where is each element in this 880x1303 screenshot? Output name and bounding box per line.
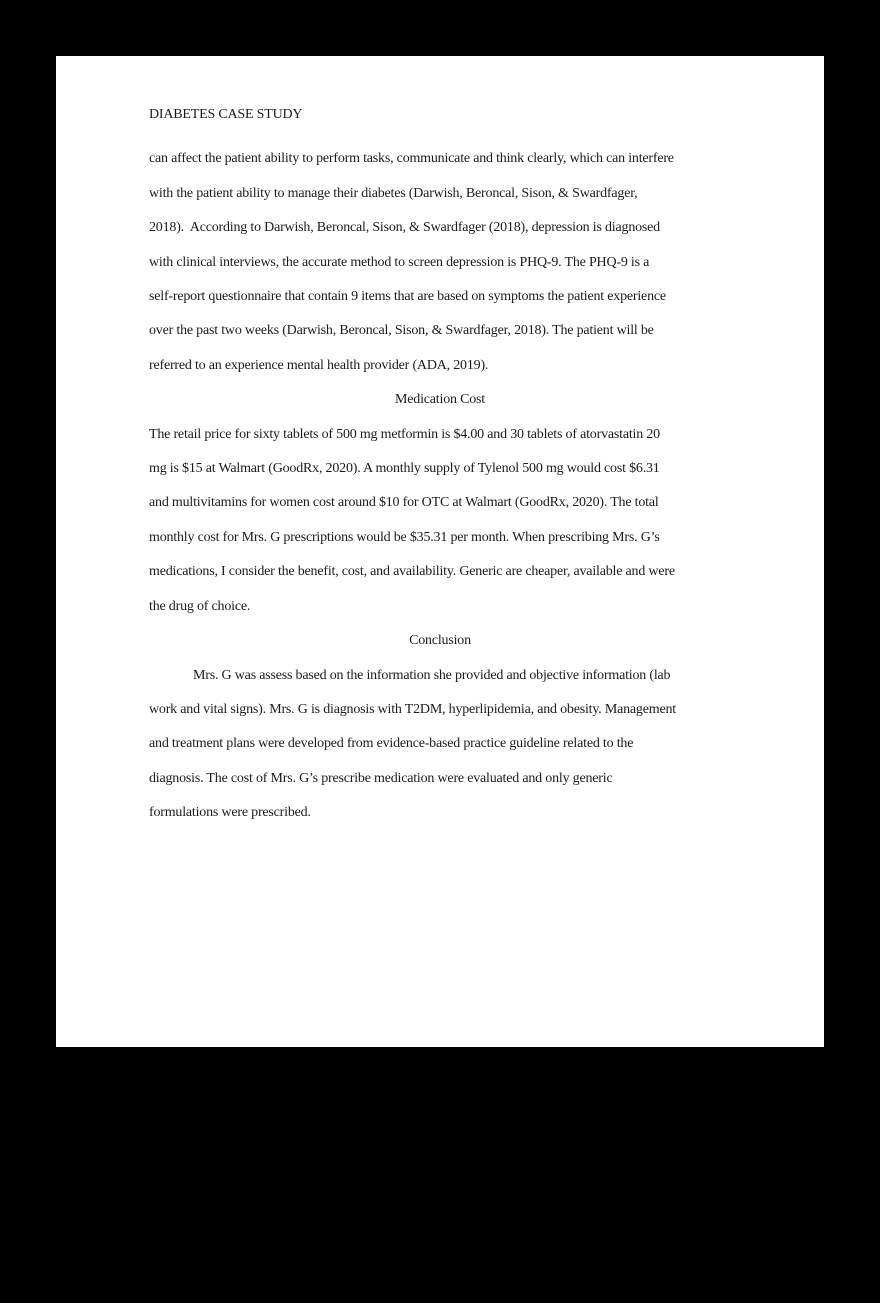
paragraph1-line: with the patient ability to manage their diabetes (Darwish, Beroncal, Sison, & Swardfager, [149, 185, 638, 201]
paragraph2-line: the drug of choice. [149, 598, 251, 614]
paragraph3-line: work and vital signs). Mrs. G is diagnosis with T2DM, hyperlipidemia, and obesity. Management [149, 701, 676, 717]
paragraph1-line: referred to an experience mental health provider (ADA, 2019). [149, 357, 489, 373]
screen-background [0, 56, 880, 1303]
paragraph2-line: The retail price for sixty tablets of 500 mg metformin is $4.00 and 30 tablets of atorvastatin 20 [149, 426, 660, 442]
section-heading-medication-cost: Medication Cost [395, 392, 485, 408]
document-body [149, 142, 731, 830]
running-head: DIABETES CASE STUDY [149, 107, 303, 122]
paragraph2-line: mg is $15 at Walmart (GoodRx, 2020). A monthly supply of Tylenol 500 mg would cost $6.31 [149, 461, 660, 477]
paragraph1-line: self-report questionnaire that contain 9 items that are based on symptoms the patient experience [149, 289, 666, 305]
paragraph1-line: can affect the patient ability to perform tasks, communicate and think clearly, which can interfere [149, 151, 674, 167]
section-heading-conclusion: Conclusion [409, 633, 471, 649]
document-page [56, 56, 824, 1047]
paragraph1-line: with clinical interviews, the accurate method to screen depression is PHQ-9. The PHQ-9 is a [149, 254, 650, 270]
paragraph1-line: over the past two weeks (Darwish, Beroncal, Sison, & Swardfager, 2018). The patient will be [149, 323, 654, 339]
paragraph3-line: diagnosis. The cost of Mrs. G’s prescribe medication were evaluated and only generic [149, 770, 613, 786]
paragraph2-line: and multivitamins for women cost around $10 for OTC at Walmart (GoodRx, 2020). The total [149, 495, 659, 511]
paragraph2-line: medications, I consider the benefit, cost, and availability. Generic are cheaper, available and were [149, 564, 675, 580]
paragraph1-line: 2018). According to Darwish, Beroncal, Sison, & Swardfager (2018), depression is diagnosed [149, 220, 660, 236]
paragraph2-line: monthly cost for Mrs. G prescriptions would be $35.31 per month. When prescribing Mrs. G’s [149, 529, 660, 545]
paragraph3-line: formulations were prescribed. [149, 805, 311, 821]
paragraph3-line: Mrs. G was assess based on the information she provided and objective information (lab [193, 667, 671, 683]
paragraph3-line: and treatment plans were developed from evidence-based practice guideline related to the [149, 736, 634, 752]
